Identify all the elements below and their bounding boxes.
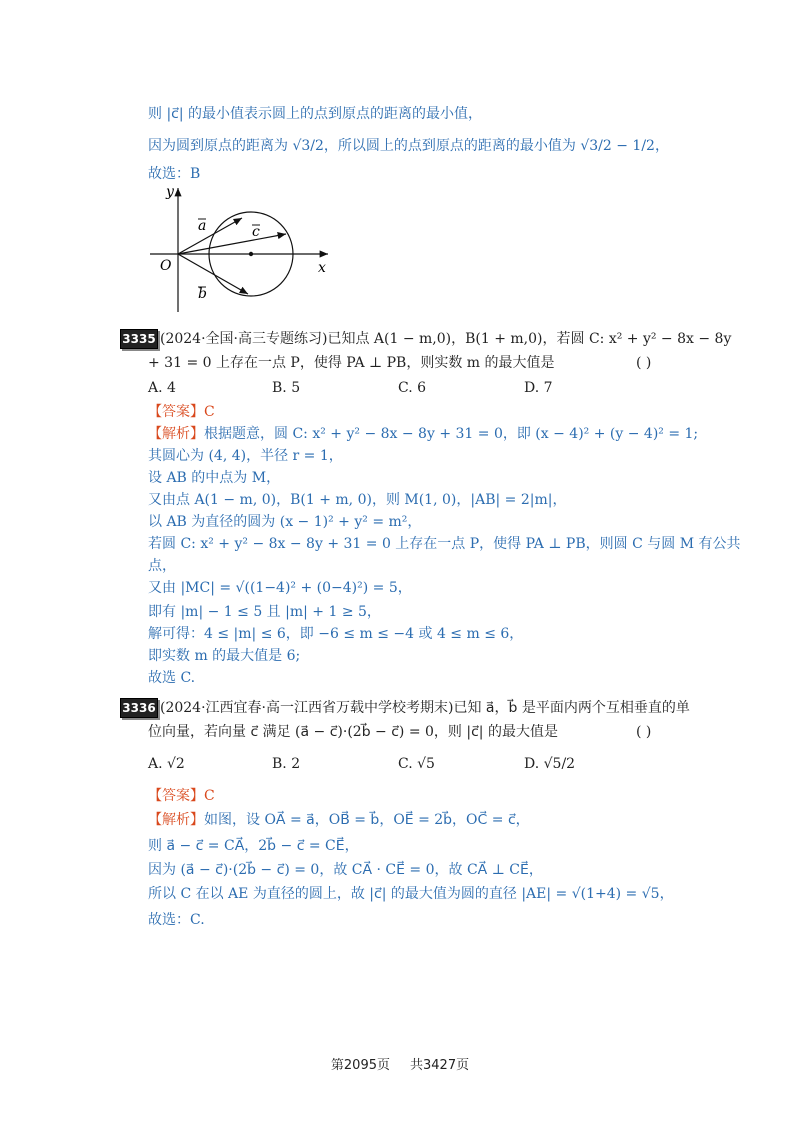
prev-solution-line-2: 因为圆到原点的距离为 √3/2，所以圆上的点到原点的距离的最小值为 √3/2 − 1/2， [148,138,669,154]
y-label: y [166,184,174,200]
question-stem-line-2: 位向量，若向量 c⃗ 满足 (a⃗ − c⃗)·(2b⃗ − c⃗) = 0，则 |c⃗| 的最大值是 [148,724,558,740]
answer-label: 【答案】 [148,788,204,804]
analysis-line-9: 即有 |m| − 1 ≤ 5 且 |m| + 1 ≥ 5， [148,604,381,620]
c-label: c [252,224,260,240]
option-a: A. 4 [148,380,176,396]
analysis-line-6: 若圆 C: x² + y² − 8x − 8y + 31 = 0 上存在一点 P，使得 PA ⊥ PB，则圆 C 与圆 M 有公共 [148,536,741,552]
analysis-text: 如图，设 OA⃗ = a⃗，OB⃗ = b⃗，OE⃗ = 2b⃗，OC⃗ = c⃗， [204,812,530,828]
page-total: 共3427页 [410,1058,470,1073]
answer-blank: ( ) [636,724,652,740]
analysis-line-2: 其圆心为 (4, 4)，半径 r = 1， [148,448,343,464]
answer-line [148,402,215,422]
analysis-label: 【解析】 [148,426,204,442]
question-stem-line-1: (2024·江西宜春·高一江西省万载中学校考期末)已知 a⃗，b⃗ 是平面内两个互相垂直的单 [160,700,690,716]
analysis-line-12: 故选 C. [148,670,196,686]
b-label: b [198,286,207,302]
answer-line [148,786,215,806]
analysis-line-5: 以 AB 为直径的圆为 (x − 1)² + y² = m²， [148,514,422,530]
option-a: A. √2 [148,756,185,772]
analysis-label: 【解析】 [148,812,204,828]
answer-blank: ( ) [636,355,652,371]
analysis-line-4: 又由点 A(1 − m, 0)，B(1 + m, 0)，则 M(1, 0)，|AB| = 2|m|， [148,492,567,508]
page-number: 第2095页 [330,1058,390,1073]
option-d: D. 7 [524,380,553,396]
prev-solution-line-1: 则 |c⃗| 的最小值表示圆上的点到原点的距离的最小值， [148,106,483,122]
question-number-badge: 3335 [120,329,158,349]
analysis-line-4: 所以 C 在以 AE 为直径的圆上，故 |c⃗| 的最大值为圆的直径 |AE| = √(1+4) = √5， [148,886,674,902]
origin-label: O [160,258,172,274]
option-c: C. √5 [398,756,435,772]
option-b: B. 2 [272,756,301,772]
analysis-line-1 [148,810,530,830]
analysis-line-8: 又由 |MC| = √((1−4)² + (0−4)²) = 5， [148,580,412,596]
vector-b [178,254,248,294]
prev-solution-line-3: 故选：B [148,166,201,182]
question-stem-line-2: + 31 = 0 上存在一点 P，使得 PA ⊥ PB，则实数 m 的最大值是 [148,355,555,371]
analysis-line-11: 即实数 m 的最大值是 6; [148,648,301,664]
analysis-line-10: 解可得：4 ≤ |m| ≤ 6，即 −6 ≤ m ≤ −4 或 4 ≤ m ≤ 6， [148,626,524,642]
analysis-line-3: 因为 (a⃗ − c⃗)·(2b⃗ − c⃗) = 0，故 CA⃗ · CE⃗ = 0，故 CA⃗ ⊥ CE⃗， [148,862,543,878]
analysis-line-3: 设 AB 的中点为 M， [148,470,281,486]
analysis-text: 根据题意，圆 C: x² + y² − 8x − 8y + 31 = 0，即 (x − 4)² + (y − 4)² = 1; [204,426,699,442]
option-d: D. √5/2 [524,756,576,772]
x-label: x [318,260,326,276]
question-stem-line-1: (2024·全国·高三专题练习)已知点 A(1 − m,0)，B(1 + m,0)，若圆 C: x² + y² − 8x − 8y [160,331,732,347]
option-c: C. 6 [398,380,427,396]
page-footer [0,1054,800,1073]
vector-circle-figure [140,182,340,322]
question-number-badge: 3336 [120,698,158,718]
analysis-line-7: 点， [148,558,176,574]
a-label: a [198,218,207,234]
analysis-line-1 [148,424,698,444]
analysis-line-2: 则 a⃗ − c⃗ = CA⃗，2b⃗ − c⃗ = CE⃗， [148,838,359,854]
circle-center [249,252,253,256]
answer-value: C [204,404,215,420]
analysis-line-5: 故选：C. [148,912,205,928]
answer-value: C [204,788,215,804]
option-b: B. 5 [272,380,301,396]
answer-label: 【答案】 [148,404,204,420]
vector-c [178,234,286,254]
